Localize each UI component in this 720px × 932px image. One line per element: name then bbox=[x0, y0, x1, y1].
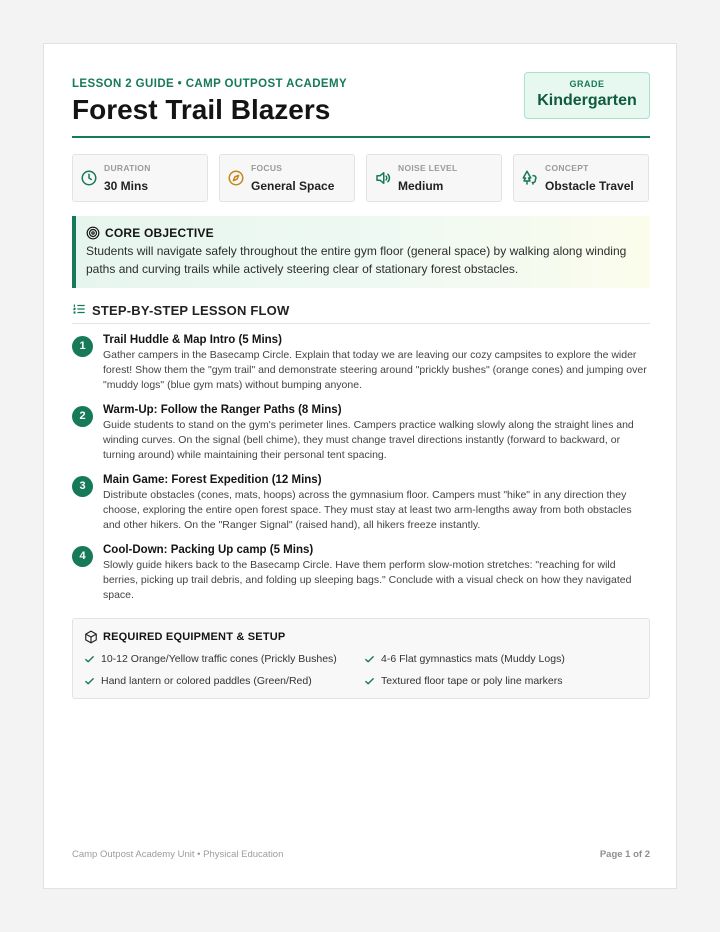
footer-unit: Camp Outpost Academy Unit • Physical Education bbox=[72, 849, 284, 860]
trees-icon bbox=[521, 169, 539, 187]
stat-duration bbox=[72, 154, 208, 202]
step-number: 4 bbox=[72, 546, 93, 567]
equipment-title: REQUIRED EQUIPMENT & SETUP bbox=[103, 631, 286, 643]
lesson-flow-title: STEP-BY-STEP LESSON FLOW bbox=[92, 303, 290, 318]
lesson-page bbox=[43, 43, 677, 889]
check-icon bbox=[84, 654, 95, 665]
page-header bbox=[72, 72, 650, 138]
stat-concept bbox=[513, 154, 649, 202]
check-icon bbox=[364, 676, 375, 687]
step-number: 2 bbox=[72, 406, 93, 427]
equipment-box bbox=[72, 618, 650, 699]
stat-value: Obstacle Travel bbox=[545, 179, 634, 193]
step-title: Trail Huddle & Map Intro (5 Mins) bbox=[103, 334, 282, 346]
step-title: Warm-Up: Follow the Ranger Paths (8 Mins) bbox=[103, 404, 342, 416]
equipment-item bbox=[84, 653, 337, 665]
stat-value: Medium bbox=[398, 179, 444, 193]
target-icon bbox=[86, 226, 100, 240]
equipment-item bbox=[364, 653, 565, 665]
lesson-flow-header bbox=[72, 302, 650, 324]
check-icon bbox=[84, 676, 95, 687]
step-number: 3 bbox=[72, 476, 93, 497]
page-number: Page 1 of 2 bbox=[599, 849, 650, 860]
objective-header bbox=[86, 226, 214, 240]
step-text: Gather campers in the Basecamp Circle. Explain that today we are leaving our cozy campsites to explore the wider forest! Show them the "gym trail" and demonstrate steering around "prickly bushes" (orange cones) and jumping over "muddy logs" (blue gym mats) without bumping anyone. bbox=[103, 349, 647, 391]
speaker-icon bbox=[374, 169, 392, 187]
grade-badge bbox=[524, 72, 650, 119]
step-text: Distribute obstacles (cones, mats, hoops) across the gymnasium floor. Campers must "hike" in any direction they choose, exploring the entire open forest space. They must stay at least two arm-lengths away from both obstacles and other hikers. On the "Ranger Signal" (raised hand), all hikers freeze instantly. bbox=[103, 489, 632, 531]
equipment-item bbox=[84, 675, 312, 687]
objective-title: CORE OBJECTIVE bbox=[105, 226, 214, 240]
grade-label: GRADE bbox=[569, 79, 605, 89]
equipment-item-label: 10-12 Orange/Yellow traffic cones (Prickly Bushes) bbox=[101, 653, 337, 665]
lesson-eyebrow: LESSON 2 GUIDE • CAMP OUTPOST ACADEMY bbox=[72, 78, 348, 90]
stat-value: 30 Mins bbox=[104, 179, 149, 193]
stat-focus bbox=[219, 154, 355, 202]
core-objective bbox=[72, 216, 650, 288]
box-icon bbox=[84, 630, 98, 644]
lesson-stats bbox=[72, 154, 650, 202]
step-text: Slowly guide hikers back to the Basecamp Circle. Have them perform slow-motion stretches: "reaching for wild berries, picking up trail debris, and folding up sleeping bags." Conclude with a visual check on how they navigated space. bbox=[103, 559, 632, 601]
compass-icon bbox=[227, 169, 245, 187]
stat-label: FOCUS bbox=[251, 163, 283, 173]
stat-label: CONCEPT bbox=[545, 163, 589, 173]
list-icon bbox=[72, 302, 86, 316]
step-title: Cool-Down: Packing Up camp (5 Mins) bbox=[103, 544, 314, 556]
equipment-item-label: Hand lantern or colored paddles (Green/Red) bbox=[101, 675, 312, 687]
equipment-item bbox=[364, 675, 563, 687]
equipment-header bbox=[84, 630, 285, 644]
stat-noise-level bbox=[366, 154, 502, 202]
check-icon bbox=[364, 654, 375, 665]
objective-text: Students will navigate safely throughout the entire gym floor (general space) by walking along winding paths and curving trails while actively steering clear of stationary forest obstacles. bbox=[86, 244, 627, 276]
stat-value: General Space bbox=[251, 179, 335, 193]
page-title: Forest Trail Blazers bbox=[72, 94, 331, 125]
stat-label: DURATION bbox=[104, 163, 151, 173]
grade-value: Kindergarten bbox=[537, 92, 637, 109]
clock-icon bbox=[80, 169, 98, 187]
step-number: 1 bbox=[72, 336, 93, 357]
stat-label: NOISE LEVEL bbox=[398, 163, 458, 173]
step-text: Guide students to stand on the gym's perimeter lines. Campers practice walking slowly along the straight lines and winding curves. On the signal (bell chime), they must change travel directions instantly (forward to backward, or turning around) while maintaining their personal tent spacing. bbox=[103, 419, 634, 461]
equipment-item-label: Textured floor tape or poly line markers bbox=[381, 675, 563, 687]
step-title: Main Game: Forest Expedition (12 Mins) bbox=[103, 474, 322, 486]
equipment-item-label: 4-6 Flat gymnastics mats (Muddy Logs) bbox=[381, 653, 565, 665]
